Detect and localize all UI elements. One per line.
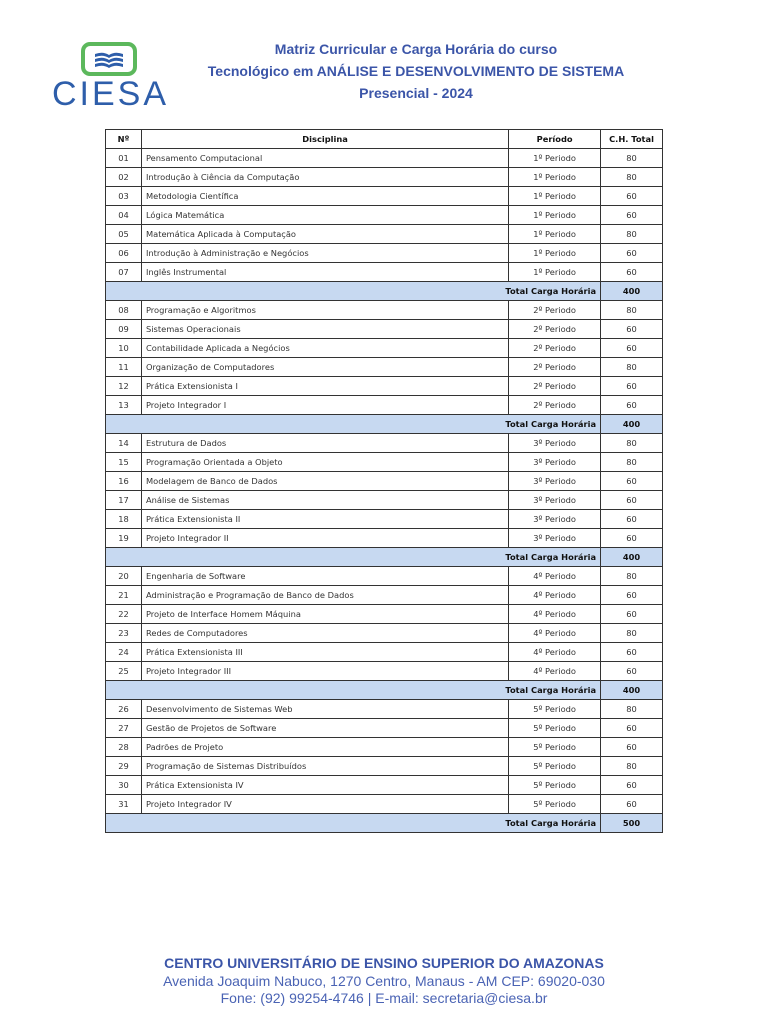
- cell-per: 2º Periodo: [509, 377, 601, 396]
- cell-num: 21: [106, 586, 142, 605]
- document-title: [176, 38, 656, 104]
- cell-per: 1º Periodo: [509, 149, 601, 168]
- cell-disc: Prática Extensionista II: [141, 510, 508, 529]
- title-line-2: Tecnológico em ANÁLISE E DESENVOLVIMENTO DE SISTEMA: [207, 63, 625, 79]
- cell-disc: Contabilidade Aplicada a Negócios: [141, 339, 508, 358]
- cell-disc: Programação Orientada a Objeto: [141, 453, 508, 472]
- cell-num: 25: [106, 662, 142, 681]
- cell-ch: 60: [601, 605, 663, 624]
- cell-ch: 80: [601, 168, 663, 187]
- cell-per: 1º Periodo: [509, 244, 601, 263]
- cell-per: 5º Periodo: [509, 795, 601, 814]
- total-value: 400: [601, 282, 663, 301]
- cell-disc: Prática Extensionista I: [141, 377, 508, 396]
- cell-ch: 60: [601, 586, 663, 605]
- table-row: [106, 586, 663, 605]
- table-row: [106, 795, 663, 814]
- total-row: [106, 282, 663, 301]
- cell-num: 13: [106, 396, 142, 415]
- cell-ch: 60: [601, 510, 663, 529]
- table-row: [106, 320, 663, 339]
- cell-ch: 60: [601, 206, 663, 225]
- cell-num: 22: [106, 605, 142, 624]
- cell-num: 23: [106, 624, 142, 643]
- cell-num: 02: [106, 168, 142, 187]
- table-row: [106, 757, 663, 776]
- cell-per: 4º Periodo: [509, 643, 601, 662]
- table-row: [106, 643, 663, 662]
- cell-num: 15: [106, 453, 142, 472]
- cell-per: 5º Periodo: [509, 776, 601, 795]
- cell-ch: 60: [601, 662, 663, 681]
- cell-ch: 60: [601, 472, 663, 491]
- cell-num: 31: [106, 795, 142, 814]
- cell-num: 26: [106, 700, 142, 719]
- cell-ch: 80: [601, 757, 663, 776]
- table-row: [106, 605, 663, 624]
- table-row: [106, 567, 663, 586]
- table-row: [106, 510, 663, 529]
- cell-per: 2º Periodo: [509, 358, 601, 377]
- total-value: 400: [601, 681, 663, 700]
- title-line-3: Presencial - 2024: [359, 85, 473, 101]
- cell-per: 5º Periodo: [509, 738, 601, 757]
- table-row: [106, 377, 663, 396]
- footer-contact: Fone: (92) 99254-4746 | E-mail: secretaria@ciesa.br: [220, 990, 548, 1006]
- cell-num: 08: [106, 301, 142, 320]
- cell-per: 5º Periodo: [509, 719, 601, 738]
- cell-disc: Projeto Integrador I: [141, 396, 508, 415]
- cell-num: 03: [106, 187, 142, 206]
- cell-per: 5º Periodo: [509, 700, 601, 719]
- cell-num: 30: [106, 776, 142, 795]
- cell-ch: 60: [601, 643, 663, 662]
- cell-per: 1º Periodo: [509, 187, 601, 206]
- ciesa-logo: [52, 40, 172, 112]
- cell-per: 3º Periodo: [509, 472, 601, 491]
- total-row: [106, 681, 663, 700]
- total-value: 400: [601, 415, 663, 434]
- total-label: Total Carga Horária: [106, 681, 601, 700]
- table-row: [106, 301, 663, 320]
- cell-disc: Redes de Computadores: [141, 624, 508, 643]
- cell-ch: 80: [601, 624, 663, 643]
- cell-ch: 60: [601, 795, 663, 814]
- header-discipline: Disciplina: [141, 130, 508, 149]
- cell-disc: Prática Extensionista IV: [141, 776, 508, 795]
- cell-num: 14: [106, 434, 142, 453]
- cell-disc: Administração e Programação de Banco de Dados: [141, 586, 508, 605]
- cell-per: 3º Periodo: [509, 453, 601, 472]
- table-row: [106, 529, 663, 548]
- cell-ch: 60: [601, 491, 663, 510]
- header-hours: C.H. Total: [601, 130, 663, 149]
- table-body: [106, 149, 663, 833]
- total-row: [106, 814, 663, 833]
- cell-disc: Padrões de Projeto: [141, 738, 508, 757]
- cell-disc: Prática Extensionista III: [141, 643, 508, 662]
- table-row: [106, 339, 663, 358]
- cell-per: 5º Periodo: [509, 757, 601, 776]
- table-row: [106, 776, 663, 795]
- cell-num: 07: [106, 263, 142, 282]
- cell-ch: 60: [601, 738, 663, 757]
- total-label: Total Carga Horária: [106, 814, 601, 833]
- cell-per: 3º Periodo: [509, 491, 601, 510]
- footer: [0, 953, 768, 1007]
- footer-institution: CENTRO UNIVERSITÁRIO DE ENSINO SUPERIOR DO AMAZONAS: [164, 955, 604, 971]
- cell-per: 4º Periodo: [509, 567, 601, 586]
- cell-per: 1º Periodo: [509, 168, 601, 187]
- cell-ch: 80: [601, 301, 663, 320]
- total-value: 500: [601, 814, 663, 833]
- cell-ch: 60: [601, 339, 663, 358]
- table-row: [106, 434, 663, 453]
- cell-ch: 60: [601, 776, 663, 795]
- total-label: Total Carga Horária: [106, 548, 601, 567]
- footer-address: Avenida Joaquim Nabuco, 1270 Centro, Manaus - AM CEP: 69020-030: [163, 973, 605, 989]
- total-row: [106, 415, 663, 434]
- cell-num: 17: [106, 491, 142, 510]
- total-row: [106, 548, 663, 567]
- table-row: [106, 700, 663, 719]
- cell-ch: 80: [601, 700, 663, 719]
- table-header-row: [106, 130, 663, 149]
- cell-num: 29: [106, 757, 142, 776]
- cell-disc: Sistemas Operacionais: [141, 320, 508, 339]
- cell-disc: Estrutura de Dados: [141, 434, 508, 453]
- table-row: [106, 453, 663, 472]
- cell-ch: 80: [601, 434, 663, 453]
- cell-per: 4º Periodo: [509, 624, 601, 643]
- table-row: [106, 149, 663, 168]
- cell-num: 10: [106, 339, 142, 358]
- cell-ch: 80: [601, 358, 663, 377]
- cell-disc: Análise de Sistemas: [141, 491, 508, 510]
- cell-num: 24: [106, 643, 142, 662]
- cell-num: 09: [106, 320, 142, 339]
- cell-ch: 80: [601, 149, 663, 168]
- cell-ch: 60: [601, 719, 663, 738]
- cell-num: 16: [106, 472, 142, 491]
- cell-ch: 60: [601, 377, 663, 396]
- table-row: [106, 719, 663, 738]
- cell-ch: 80: [601, 453, 663, 472]
- table-row: [106, 396, 663, 415]
- cell-num: 20: [106, 567, 142, 586]
- table-row: [106, 624, 663, 643]
- cell-num: 19: [106, 529, 142, 548]
- cell-disc: Projeto Integrador IV: [141, 795, 508, 814]
- cell-per: 2º Periodo: [509, 301, 601, 320]
- cell-disc: Gestão de Projetos de Software: [141, 719, 508, 738]
- table-row: [106, 244, 663, 263]
- table-row: [106, 263, 663, 282]
- title-line-1: Matriz Curricular e Carga Horária do curso: [274, 41, 558, 57]
- table-row: [106, 491, 663, 510]
- cell-disc: Organização de Computadores: [141, 358, 508, 377]
- cell-disc: Pensamento Computacional: [141, 149, 508, 168]
- cell-per: 4º Periodo: [509, 605, 601, 624]
- cell-ch: 60: [601, 529, 663, 548]
- cell-disc: Inglês Instrumental: [141, 263, 508, 282]
- cell-per: 3º Periodo: [509, 434, 601, 453]
- cell-num: 05: [106, 225, 142, 244]
- cell-disc: Introdução à Ciência da Computação: [141, 168, 508, 187]
- cell-disc: Desenvolvimento de Sistemas Web: [141, 700, 508, 719]
- cell-per: 4º Periodo: [509, 586, 601, 605]
- cell-per: 2º Periodo: [509, 320, 601, 339]
- cell-ch: 80: [601, 567, 663, 586]
- cell-ch: 60: [601, 396, 663, 415]
- table-row: [106, 225, 663, 244]
- cell-num: 12: [106, 377, 142, 396]
- cell-per: 1º Periodo: [509, 263, 601, 282]
- cell-per: 2º Periodo: [509, 396, 601, 415]
- table-row: [106, 206, 663, 225]
- total-label: Total Carga Horária: [106, 415, 601, 434]
- cell-per: 2º Periodo: [509, 339, 601, 358]
- cell-disc: Projeto Integrador II: [141, 529, 508, 548]
- total-value: 400: [601, 548, 663, 567]
- cell-per: 1º Periodo: [509, 206, 601, 225]
- cell-num: 11: [106, 358, 142, 377]
- cell-disc: Programação de Sistemas Distribuídos: [141, 757, 508, 776]
- cell-ch: 80: [601, 225, 663, 244]
- cell-num: 04: [106, 206, 142, 225]
- table-row: [106, 472, 663, 491]
- cell-num: 18: [106, 510, 142, 529]
- cell-ch: 60: [601, 187, 663, 206]
- cell-num: 28: [106, 738, 142, 757]
- logo-wordmark: CIESA: [52, 75, 170, 113]
- cell-disc: Lógica Matemática: [141, 206, 508, 225]
- cell-disc: Matemática Aplicada à Computação: [141, 225, 508, 244]
- cell-ch: 60: [601, 263, 663, 282]
- cell-disc: Projeto Integrador III: [141, 662, 508, 681]
- header-number: Nº: [106, 130, 142, 149]
- table-row: [106, 168, 663, 187]
- cell-num: 06: [106, 244, 142, 263]
- book-icon: [81, 42, 141, 78]
- cell-ch: 60: [601, 244, 663, 263]
- cell-disc: Modelagem de Banco de Dados: [141, 472, 508, 491]
- cell-disc: Introdução à Administração e Negócios: [141, 244, 508, 263]
- total-label: Total Carga Horária: [106, 282, 601, 301]
- header-period: Período: [509, 130, 601, 149]
- table-row: [106, 738, 663, 757]
- table-row: [106, 358, 663, 377]
- curriculum-table: [105, 129, 663, 833]
- table-row: [106, 187, 663, 206]
- cell-per: 1º Periodo: [509, 225, 601, 244]
- cell-num: 01: [106, 149, 142, 168]
- cell-per: 4º Periodo: [509, 662, 601, 681]
- cell-num: 27: [106, 719, 142, 738]
- cell-per: 3º Periodo: [509, 510, 601, 529]
- cell-disc: Projeto de Interface Homem Máquina: [141, 605, 508, 624]
- cell-per: 3º Periodo: [509, 529, 601, 548]
- table-row: [106, 662, 663, 681]
- cell-disc: Engenharia de Software: [141, 567, 508, 586]
- cell-ch: 60: [601, 320, 663, 339]
- cell-disc: Metodologia Científica: [141, 187, 508, 206]
- cell-disc: Programação e Algoritmos: [141, 301, 508, 320]
